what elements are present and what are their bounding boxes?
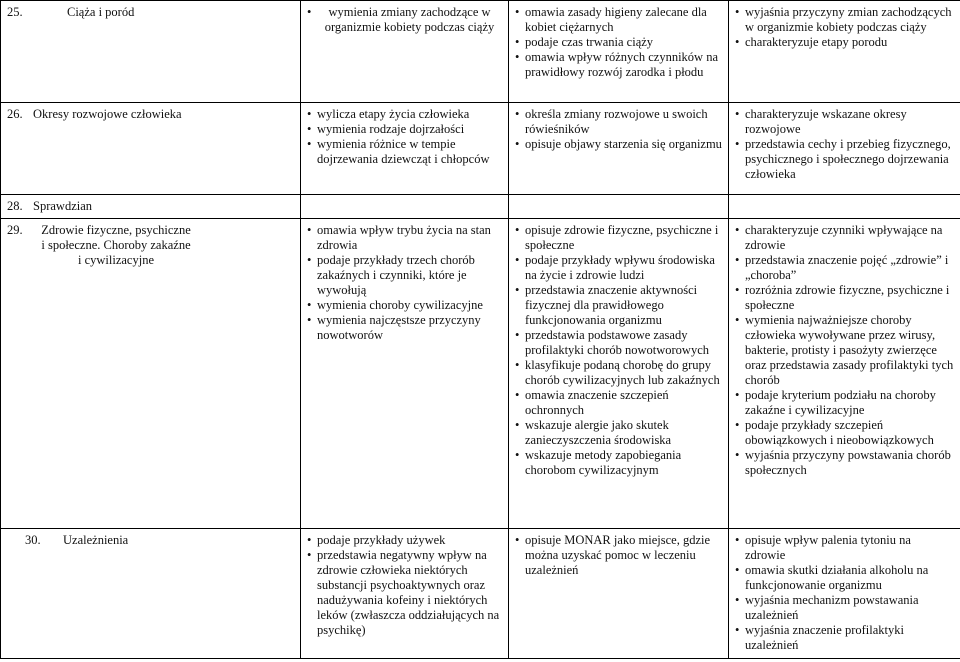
table-row: [1, 219, 960, 529]
requirements-extended-cell: [509, 1, 729, 103]
list-item: • opisuje zdrowie fizyczne, psychiczne i społeczne: [515, 223, 722, 253]
lesson-topic: Zdrowie fizyczne, psychiczne i społeczne. Choroby zakaźne i cywilizacyjne: [41, 223, 191, 267]
list-item: • podaje czas trwania ciąży: [515, 35, 722, 50]
list-item: • rozróżnia zdrowie fizyczne, psychiczne i społeczne: [735, 283, 954, 313]
requirements-advanced-cell: [729, 103, 960, 195]
list-item: • przedstawia znaczenie pojęć „zdrowie” i „choroba”: [735, 253, 954, 283]
list-item: • omawia zasady higieny zalecane dla kobiet ciężarnych: [515, 5, 722, 35]
requirements-basic-cell: [301, 103, 509, 195]
requirements-extended-cell: [509, 529, 729, 659]
requirements-advanced-cell: [729, 219, 960, 529]
table-row: [1, 1, 960, 103]
list-item: • podaje przykłady używek: [307, 533, 502, 548]
list-item: • wyjaśnia znaczenie profilaktyki uzależnień: [735, 623, 954, 653]
lesson-topic: Sprawdzian: [33, 199, 93, 213]
requirements-extended-cell: [509, 103, 729, 195]
requirements-advanced-cell: [729, 1, 960, 103]
list-item: • charakteryzuje wskazane okresy rozwojowe: [735, 107, 954, 137]
list-item: • opisuje wpływ palenia tytoniu na zdrowie: [735, 533, 954, 563]
list-item: • przedstawia podstawowe zasady profilaktyki chorób nowotworowych: [515, 328, 722, 358]
topic-cell: [1, 219, 301, 529]
list-item: • charakteryzuje etapy porodu: [735, 35, 954, 50]
topic-cell: [1, 103, 301, 195]
list-item: • przedstawia cechy i przebieg fizycznego, psychicznego i społecznego dojrzewania człowieka: [735, 137, 954, 182]
table-row: [1, 103, 960, 195]
requirements-extended-cell: [509, 219, 729, 529]
empty-cell: [301, 195, 509, 219]
lesson-topic: Ciąża i poród: [67, 5, 135, 19]
list-item: • określa zmiany rozwojowe u swoich rówieśników: [515, 107, 722, 137]
requirements-advanced-cell: [729, 529, 960, 659]
lesson-number: 29.: [7, 223, 23, 237]
lesson-number: 28.: [7, 199, 23, 213]
lesson-topic: Uzależnienia: [63, 533, 129, 547]
list-item: • wyjaśnia przyczyny powstawania chorób społecznych: [735, 448, 954, 478]
lesson-topic: Okresy rozwojowe człowieka: [33, 107, 182, 121]
lesson-number: 25.: [7, 5, 23, 19]
list-item: • omawia skutki działania alkoholu na funkcjonowanie organizmu: [735, 563, 954, 593]
topic-cell: [1, 1, 301, 103]
list-item: • wymienia różnice w tempie dojrzewania dziewcząt i chłopców: [307, 137, 502, 167]
list-item: • wyjaśnia przyczyny zmian zachodzących w organizmie kobiety podczas ciąży: [735, 5, 954, 35]
lesson-number: 30.: [25, 533, 41, 547]
list-item: • wymienia najczęstsze przyczyny nowotworów: [307, 313, 502, 343]
list-item: • wymienia zmiany zachodzące w organizmie kobiety podczas ciąży: [307, 5, 502, 35]
list-item: • wymienia choroby cywilizacyjne: [307, 298, 502, 313]
list-item: • omawia znaczenie szczepień ochronnych: [515, 388, 722, 418]
list-item: • omawia wpływ różnych czynników na prawidłowy rozwój zarodka i płodu: [515, 50, 722, 80]
empty-cell: [729, 195, 960, 219]
lesson-number: 26.: [7, 107, 23, 121]
list-item: • podaje kryterium podziału na choroby zakaźne i cywilizacyjne: [735, 388, 954, 418]
list-item: • wymienia rodzaje dojrzałości: [307, 122, 502, 137]
list-item: • opisuje objawy starzenia się organizmu: [515, 137, 722, 152]
topic-cell: [1, 529, 301, 659]
topic-cell: [1, 195, 301, 219]
list-item: • klasyfikuje podaną chorobę do grupy chorób cywilizacyjnych lub zakaźnych: [515, 358, 722, 388]
requirements-basic-cell: [301, 1, 509, 103]
empty-cell: [509, 195, 729, 219]
list-item: • wyjaśnia mechanizm powstawania uzależnień: [735, 593, 954, 623]
list-item: • wskazuje metody zapobiegania chorobom cywilizacyjnym: [515, 448, 722, 478]
list-item: • opisuje MONAR jako miejsce, gdzie można uzyskać pomoc w leczeniu uzależnień: [515, 533, 722, 578]
list-item: • wymienia najważniejsze choroby człowieka wywoływane przez wirusy, bakterie, protisty i pasożyty zwierzęce oraz przedstawia zasady profilaktyki tych chorób: [735, 313, 954, 388]
table-row: [1, 195, 960, 219]
list-item: • przedstawia znaczenie aktywności fizycznej dla prawidłowego funkcjonowania organizmu: [515, 283, 722, 328]
list-item: • przedstawia negatywny wpływ na zdrowie człowieka niektórych substancji psychoaktywnych oraz nadużywania kofeiny i niektórych leków (zwłaszcza oddziałujących na psychikę): [307, 548, 502, 638]
list-item: • podaje przykłady szczepień obowiązkowych i nieobowiązkowych: [735, 418, 954, 448]
list-item: • wskazuje alergie jako skutek zanieczyszczenia środowiska: [515, 418, 722, 448]
list-item: • charakteryzuje czynniki wpływające na zdrowie: [735, 223, 954, 253]
list-item: • wylicza etapy życia człowieka: [307, 107, 502, 122]
list-item: • podaje przykłady wpływu środowiska na życie i zdrowie ludzi: [515, 253, 722, 283]
requirements-basic-cell: [301, 529, 509, 659]
requirements-basic-cell: [301, 219, 509, 529]
table-row: [1, 529, 960, 659]
list-item: • podaje przykłady trzech chorób zakaźnych i czynniki, które je wywołują: [307, 253, 502, 298]
list-item: • omawia wpływ trybu życia na stan zdrowia: [307, 223, 502, 253]
